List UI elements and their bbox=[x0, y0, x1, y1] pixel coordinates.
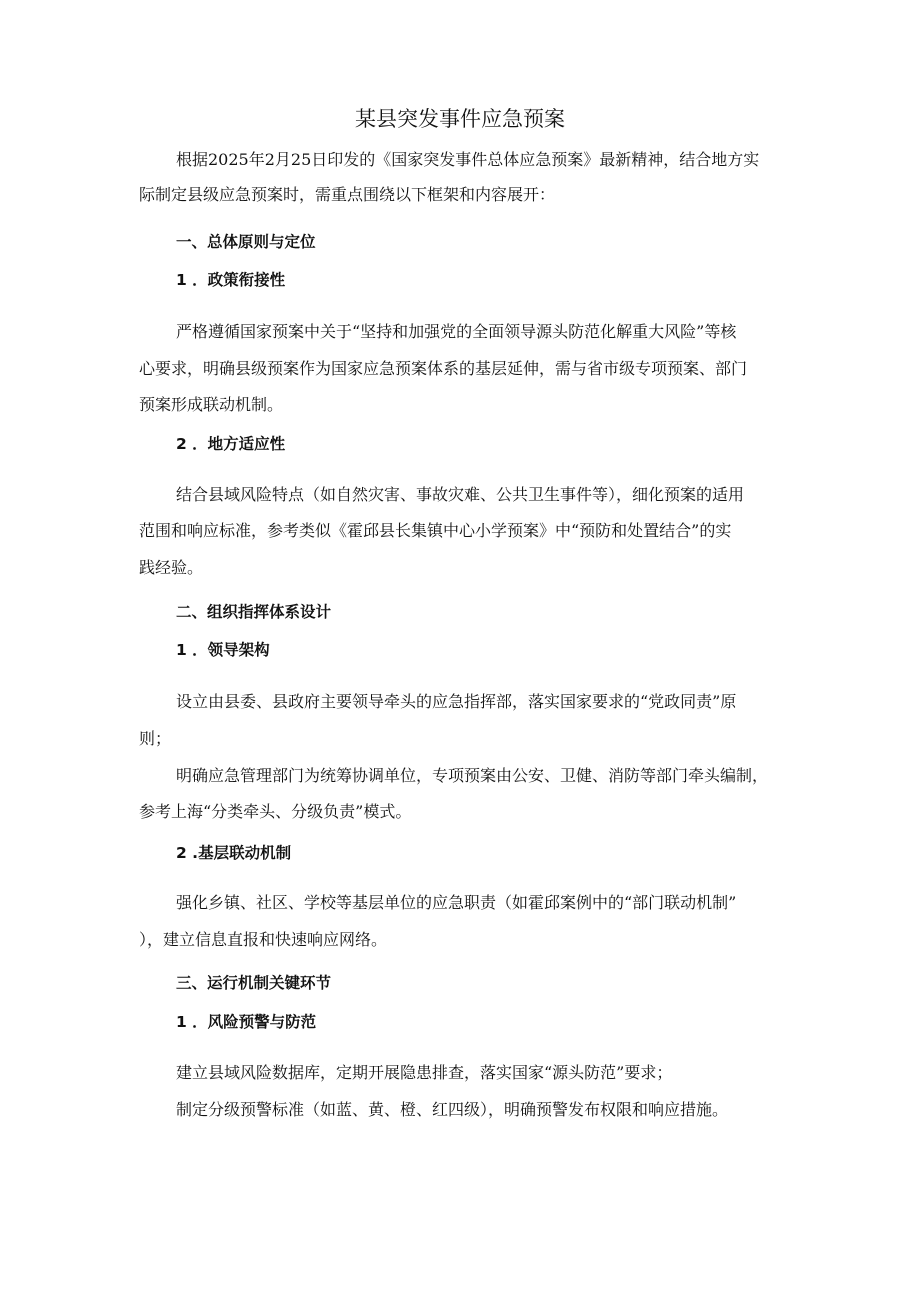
document-title: 某县突发事件应急预案 bbox=[355, 107, 565, 131]
subsection-heading: 1 ．领导架构 bbox=[176, 641, 270, 659]
paragraph-line: 则； bbox=[139, 729, 172, 748]
paragraph-line: 设立由县委、县政府主要领导牵头的应急指挥部，落实国家要求的“党政同责”原 bbox=[176, 692, 737, 711]
paragraph-line: 严格遵循国家预案中关于“坚持和加强党的全面领导源头防范化解重大风险”等核 bbox=[176, 322, 737, 341]
section-heading: 一、总体原则与定位 bbox=[176, 233, 316, 251]
subsection-heading: 2 ．地方适应性 bbox=[176, 435, 286, 453]
paragraph-line: 范围和响应标准，参考类似《霍邱县长集镇中心小学预案》中“预防和处置结合”的实 bbox=[139, 521, 732, 540]
paragraph-line: 明确应急管理部门为统筹协调单位，专项预案由公安、卫健、消防等部门牵头编制， bbox=[176, 766, 769, 785]
subsection-heading: 1 ．政策衔接性 bbox=[176, 271, 286, 289]
paragraph-line: 制定分级预警标准（如蓝、黄、橙、红四级），明确预警发布权限和响应措施。 bbox=[176, 1100, 729, 1119]
intro-line: 根据2025年2月25日印发的《国家突发事件总体应急预案》最新精神，结合地方实 bbox=[176, 150, 760, 169]
paragraph-line: 践经验。 bbox=[139, 558, 204, 577]
paragraph-line: 参考上海“分类牵头、分级负责”模式。 bbox=[139, 802, 412, 821]
section-heading: 三、运行机制关键环节 bbox=[176, 974, 332, 992]
section-heading: 二、组织指挥体系设计 bbox=[176, 603, 332, 621]
paragraph-line: 建立县域风险数据库，定期开展隐患排查，落实国家“源头防范”要求； bbox=[176, 1063, 673, 1082]
subsection-heading: 2 .基层联动机制 bbox=[176, 844, 292, 862]
intro-line: 际制定县级应急预案时，需重点围绕以下框架和内容展开： bbox=[139, 185, 556, 204]
paragraph-line: 强化乡镇、社区、学校等基层单位的应急职责（如霍邱案例中的“部门联动机制” bbox=[176, 893, 737, 912]
subsection-heading: 1 ．风险预警与防范 bbox=[176, 1013, 317, 1031]
paragraph-line: 结合县域风险特点（如自然灾害、事故灾难、公共卫生事件等），细化预案的适用 bbox=[176, 485, 745, 504]
paragraph-line: ），建立信息直报和快速响应网络。 bbox=[139, 930, 388, 949]
paragraph-line: 预案形成联动机制。 bbox=[139, 395, 284, 414]
paragraph-line: 心要求，明确县级预案作为国家应急预案体系的基层延伸，需与省市级专项预案、部门 bbox=[139, 359, 748, 378]
